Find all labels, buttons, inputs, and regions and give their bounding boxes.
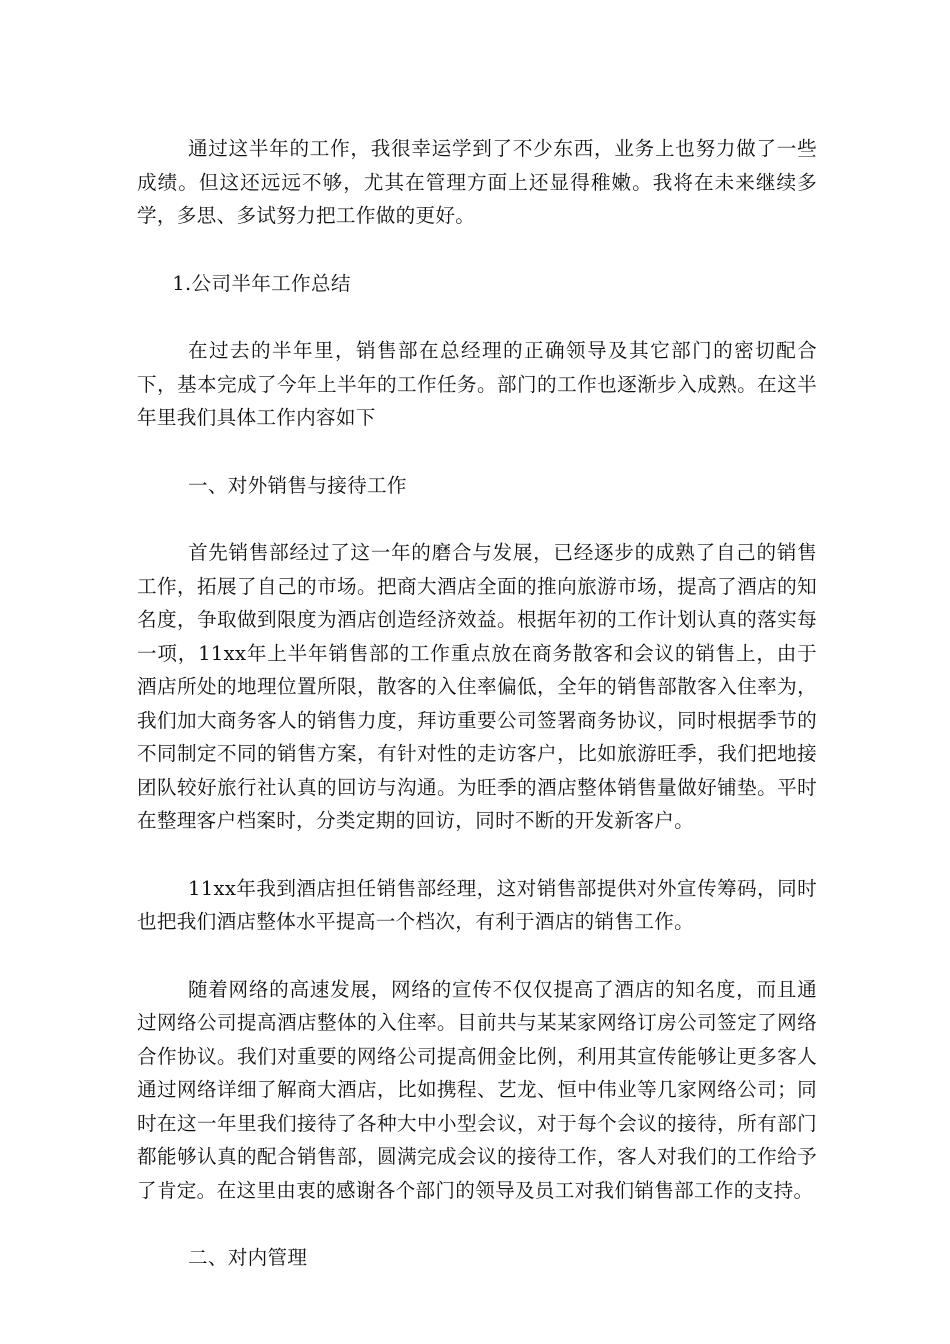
paragraph-network: 随着网络的高速发展，网络的宣传不仅仅提高了酒店的知名度，而且通过网络公司提高酒店整体的入住率。目前共与某某家网络订房公司签定了网络合作协议。我们对重要的网络公司提高佣金比例，利用其宣传能够让更多客人通过网络详细了解商大酒店，比如携程、艺龙、恒中伟业等几家网络公司；同时在这一年里我们接待了各种大中小型会议，对于每个会议的接待，所有部门都能够认真的配合销售部，圆满完成会议的接待工作，客人对我们的工作给予了肯定。在这里由衷的感谢各个部门的领导及员工对我们销售部工作的支持。 (137, 977, 817, 1202)
section-heading-summary: 1.公司半年工作总结 (172, 271, 351, 295)
paragraph-spacer (137, 939, 817, 973)
paragraph-spacer (137, 300, 817, 334)
paragraph-spacer (137, 502, 817, 536)
paragraph-spacer (137, 435, 817, 469)
paragraph-sales-work: 首先销售部经过了这一年的磨合与发展，已经逐步的成熟了自己的销售工作，拓展了自己的市场。把商大酒店全面的推向旅游市场，提高了酒店的知名度，争取做到限度为酒店创造经济效益。根据年初的工作计划认真的落实每一项，11xx年上半年销售部的工作重点放在商务散客和会议的销售上，由于酒店所处的地理位置所限，散客的入住率偏低，全年的销售部散客入住率为，我们加大商务客人的销售力度，拜访重要公司签署商务协议，同时根据季节的不同制定不同的销售方案，有针对性的走访客户，比如旅游旺季，我们把地接团队较好旅行社认真的回访与沟通。为旺季的酒店整体销售量做好铺垫。平时在整理客户档案时，分类定期的回访，同时不断的开发新客户。 (137, 541, 818, 832)
paragraph-overview: 在过去的半年里，销售部在总经理的正确领导及其它部门的密切配合下，基本完成了今年上半年的工作任务。部门的工作也逐渐步入成熟。在这半年里我们具体工作内容如下 (137, 339, 817, 429)
paragraph-intro: 通过这半年的工作，我很幸运学到了不少东西，业务上也努力做了一些成绩。但这还远远不够，尤其在管理方面上还显得稚嫩。我将在未来继续多学，多思、多试努力把工作做的更好。 (137, 137, 817, 227)
section-heading-internal-management: 二、对内管理 (187, 1246, 308, 1269)
paragraph-manager: 11xx年我到酒店担任销售部经理，这对销售部提供对外宣传筹码，同时也把我们酒店整体水平提高一个档次，有利于酒店的销售工作。 (137, 876, 817, 933)
document-body (137, 132, 817, 1275)
section-heading-external-sales: 一、对外销售与接待工作 (187, 473, 407, 497)
paragraph-spacer (137, 838, 817, 872)
paragraph-spacer (137, 233, 817, 267)
paragraph-spacer (137, 1207, 817, 1241)
